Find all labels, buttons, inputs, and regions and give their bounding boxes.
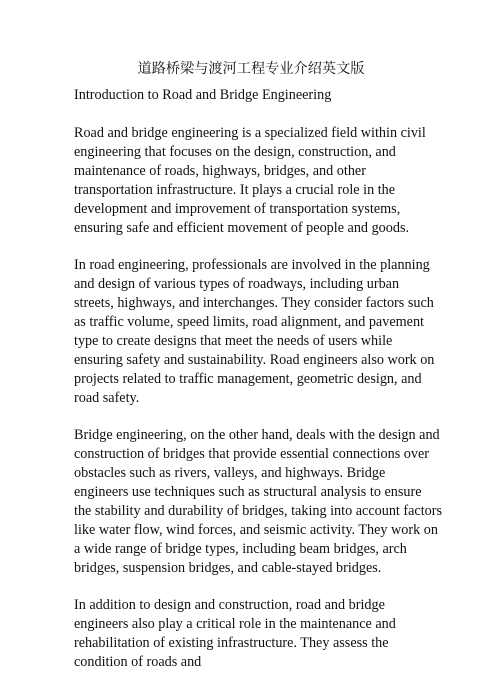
- paragraph-road-engineering: In road engineering, professionals are involved in the planning and design of various types of roadways, including urban streets, highways, and interchanges. They consider factors such as traffic volume, speed limits, road alignment, and pavement type to create designs that meet the needs of users while ensuring safety and sustainability. Road engineers also work on projects related to traffic management, geometric design, and road safety.: [74, 257, 435, 406]
- section-heading: Introduction to Road and Bridge Engineering: [74, 87, 332, 103]
- document-body: [74, 86, 442, 690]
- paragraph-maintenance: In addition to design and construction, road and bridge engineers also play a critical role in the maintenance and rehabilitation of existing infrastructure. They assess the condition of roads and: [74, 597, 396, 670]
- paragraph-bridge-engineering: Bridge engineering, on the other hand, deals with the design and construction of bridges that provide essential connections over obstacles such as rivers, valleys, and highways. Bridge engineers use techniques such as structural analysis to ensure the stability and durability of bridges, taking into account factors like water flow, wind forces, and seismic activity. They work on a wide range of bridge types, including beam bridges, arch bridges, suspension bridges, and cable-stayed bridges.: [74, 427, 442, 576]
- document-title: 道路桥梁与渡河工程专业介绍英文版: [137, 61, 365, 77]
- paragraph-intro: Road and bridge engineering is a specialized field within civil engineering that focuses on the design, construction, and maintenance of roads, highways, bridges, and other transportation infrastructure. It plays a crucial role in the development and improvement of transportation systems, ensuring safe and efficient movement of people and goods.: [74, 125, 426, 236]
